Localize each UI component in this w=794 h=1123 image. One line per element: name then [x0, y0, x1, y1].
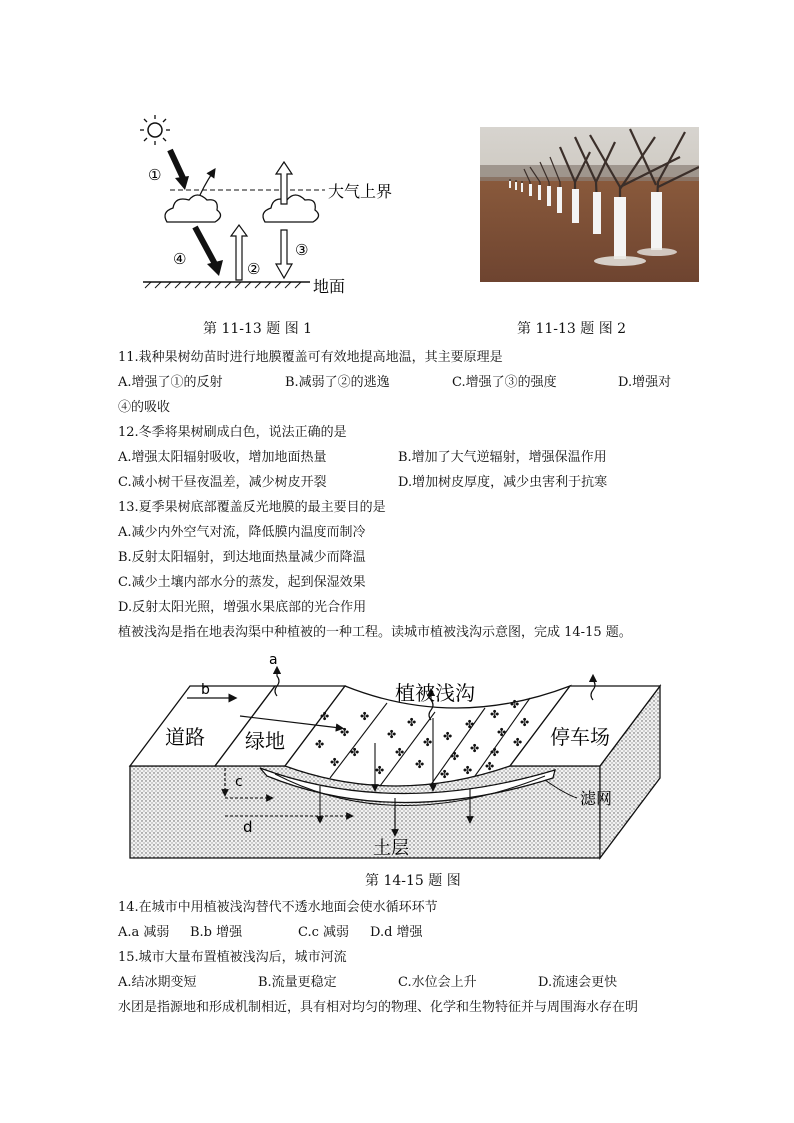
- label-green: 绿地: [245, 729, 285, 753]
- svg-text:✤: ✤: [387, 728, 397, 741]
- svg-text:✤: ✤: [375, 764, 385, 777]
- q11-option-a: A.增强了①的反射: [118, 375, 223, 390]
- svg-text:✤: ✤: [490, 708, 500, 721]
- svg-text:✤: ✤: [340, 726, 350, 739]
- q15-option-b: B.流量更稳定: [258, 975, 337, 990]
- label-swale: 植被浅沟: [395, 681, 475, 705]
- svg-text:✤: ✤: [510, 698, 520, 711]
- arrow-1-solar-radiation: [170, 150, 183, 178]
- svg-text:✤: ✤: [330, 756, 340, 769]
- trailing-text: 水团是指源地和形成机制相近，具有相对均匀的物理、化学和生物特征并与周围海水存在明: [118, 1000, 639, 1015]
- svg-text:✤: ✤: [395, 746, 405, 759]
- svg-text:✤: ✤: [463, 764, 473, 777]
- label-filter: 滤网: [580, 789, 613, 808]
- cloud-left-icon: [165, 195, 221, 222]
- svg-text:✤: ✤: [415, 758, 425, 771]
- marker-4: ④: [173, 250, 187, 268]
- label-c: c: [235, 774, 243, 790]
- q11-option-d-continued: ④的吸收: [118, 400, 171, 415]
- q14-option-a: A.a 减弱: [118, 925, 170, 940]
- arrow-2-ground-radiation: [231, 225, 247, 280]
- svg-text:✤: ✤: [320, 710, 330, 723]
- q11-stem: 11.栽种果树幼苗时进行地膜覆盖可有效地提高地温，其主要原理是: [118, 350, 503, 365]
- q12-option-a: A.增强太阳辐射吸收，增加地面热量: [118, 450, 327, 465]
- svg-text:✤: ✤: [315, 738, 325, 751]
- figure-3-caption: 第 14-15 题 图: [365, 873, 461, 889]
- label-d: d: [243, 818, 253, 836]
- q12-option-c: C.减小树干昼夜温差，减少树皮开裂: [118, 475, 327, 490]
- svg-text:✤: ✤: [520, 716, 530, 729]
- figure-1-caption: 第 11-13 题 图 1: [203, 321, 313, 337]
- svg-text:✤: ✤: [360, 710, 370, 723]
- svg-text:✤: ✤: [470, 742, 480, 755]
- q11-option-d: D.增强对: [618, 375, 672, 390]
- svg-text:✤: ✤: [423, 736, 433, 749]
- marker-3: ③: [295, 241, 309, 259]
- marker-2: ②: [247, 260, 261, 278]
- q12-option-b: B.增加了大气逆辐射，增强保温作用: [398, 450, 607, 465]
- q15-option-a: A.结冰期变短: [118, 975, 197, 990]
- svg-text:✤: ✤: [465, 718, 475, 731]
- q13-stem: 13.夏季果树底部覆盖反光地膜的最主要目的是: [118, 500, 386, 515]
- q14-stem: 14.在城市中用植被浅沟替代不透水地面会使水循环环节: [118, 900, 438, 915]
- figure-2-orchard-photo: [480, 127, 699, 282]
- q15-stem: 15.城市大量布置植被浅沟后，城市河流: [118, 950, 347, 965]
- label-a: a: [269, 652, 278, 668]
- svg-text:✤: ✤: [440, 768, 450, 781]
- atmosphere-top-label: 大气上界: [328, 182, 393, 201]
- sun-icon: [140, 115, 170, 145]
- figure-3-swale-diagram: [125, 648, 665, 863]
- q11-option-b: B.减弱了②的逃逸: [285, 375, 390, 390]
- q13-option-d: D.反射太阳光照，增强水果底部的光合作用: [118, 600, 367, 615]
- svg-text:✤: ✤: [513, 736, 523, 749]
- marker-1: ①: [148, 166, 162, 184]
- q15-option-d: D.流速会更快: [538, 975, 618, 990]
- cloud-right-icon: [263, 195, 319, 222]
- label-b: b: [201, 682, 210, 698]
- figure-2-caption: 第 11-13 题 图 2: [517, 321, 627, 337]
- q13-option-a: A.减少内外空气对流，降低膜内温度而制冷: [118, 525, 366, 540]
- arrow-4-atmospheric-counter-radiation: [195, 227, 215, 264]
- q15-option-c: C.水位会上升: [398, 975, 477, 990]
- label-soil: 土层: [373, 838, 409, 859]
- svg-text:✤: ✤: [497, 726, 507, 739]
- intro-text: 植被浅沟是指在地表沟渠中种植被的一种工程。读城市植被浅沟示意图，完成 14-15 题。: [118, 625, 632, 640]
- q13-option-b: B.反射太阳辐射，到达地面热量减少而降温: [118, 550, 366, 565]
- svg-text:✤: ✤: [350, 746, 360, 759]
- q14-option-d: D.d 增强: [370, 925, 423, 940]
- q13-option-c: C.减少土壤内部水分的蒸发，起到保湿效果: [118, 575, 366, 590]
- label-road: 道路: [165, 725, 205, 749]
- q14-option-b: B.b 增强: [190, 925, 243, 940]
- svg-text:✤: ✤: [450, 750, 460, 763]
- figure-1-radiation-diagram: [135, 112, 410, 297]
- q14-option-c: C.c 减弱: [298, 925, 350, 940]
- svg-text:✤: ✤: [485, 760, 495, 773]
- svg-text:✤: ✤: [407, 716, 417, 729]
- q11-option-c: C.增强了③的强度: [452, 375, 557, 390]
- q12-stem: 12.冬季将果树刷成白色，说法正确的是: [118, 425, 347, 440]
- ground-label: 地面: [313, 277, 346, 296]
- svg-text:✤: ✤: [490, 746, 500, 759]
- label-parking: 停车场: [550, 725, 610, 749]
- svg-text:✤: ✤: [443, 730, 453, 743]
- q12-option-d: D.增加树皮厚度，减少虫害利于抗寒: [398, 475, 608, 490]
